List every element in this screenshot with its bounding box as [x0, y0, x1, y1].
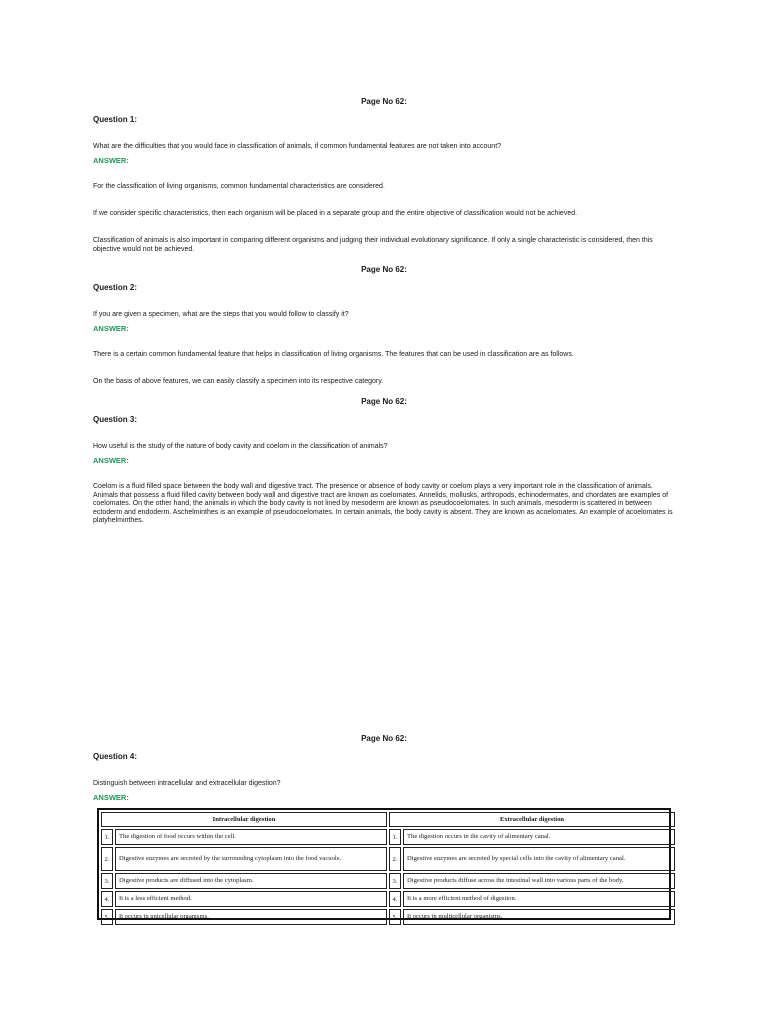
- table-cell: Digestive enzymes are secreted by the surrounding cytoplasm into the food vacuole.: [115, 847, 387, 871]
- answer-label: ANSWER:: [93, 456, 129, 465]
- answer-label: ANSWER:: [93, 324, 129, 333]
- table-header: Extracellular digestion: [389, 812, 675, 827]
- table-row: [101, 873, 675, 889]
- row-number: 2.: [101, 847, 113, 871]
- row-number: 1.: [101, 829, 113, 845]
- answer-label: ANSWER:: [93, 793, 129, 802]
- answer-paragraph: If we consider specific characteristics, then each organism will be placed in a separate group and the entire objective of classification would not be achieved.: [93, 210, 578, 217]
- table-row: [101, 891, 675, 907]
- question-text: What are the difficulties that you would face in classification of animals, if common fundamental features are not taken into account?: [93, 143, 502, 150]
- question-text: If you are given a specimen, what are the steps that you would follow to classify it?: [93, 311, 349, 318]
- row-number: 3.: [389, 873, 401, 889]
- table-cell: The digestion occurs in the cavity of alimentary canal.: [403, 829, 675, 845]
- table-cell: The digestion of food occurs within the cell.: [115, 829, 387, 845]
- table-cell: It is a more efficient method of digestion.: [403, 891, 675, 907]
- question-heading: Question 2:: [93, 283, 138, 292]
- table-cell: It occurs in unicellular organisms.: [115, 909, 387, 925]
- page-number-heading: Page No 62:: [361, 397, 407, 406]
- question-text: Distinguish between intracellular and extracellular digestion?: [93, 780, 281, 787]
- row-number: 1.: [389, 829, 401, 845]
- question-heading: Question 3:: [93, 415, 138, 424]
- digestion-comparison-table: [97, 808, 671, 920]
- table-cell: Digestive products are diffused into the cytoplasm.: [115, 873, 387, 889]
- question-text: How useful is the study of the nature of body cavity and coelom in the classification of animals?: [93, 443, 388, 450]
- table-row: [101, 847, 675, 871]
- row-number: 5.: [101, 909, 113, 925]
- page-number-heading: Page No 62:: [361, 734, 407, 743]
- row-number: 3.: [101, 873, 113, 889]
- answer-label: ANSWER:: [93, 156, 129, 165]
- page-number-heading: Page No 62:: [361, 265, 407, 274]
- question-heading: Question 4:: [93, 752, 138, 761]
- answer-paragraph: Classification of animals is also important in comparing different organisms and judging their individual evolutionary significance. If only a single characteristic is considered, then this objective would not be achieved.: [93, 237, 653, 253]
- table-cell: It is a less efficient method.: [115, 891, 387, 907]
- row-number: 2.: [389, 847, 401, 871]
- answer-paragraph: There is a certain common fundamental feature that helps in classification of living organisms. The features that can be used in classification are as follows.: [93, 351, 574, 358]
- row-number: 5.: [389, 909, 401, 925]
- page-number-heading: Page No 62:: [361, 97, 407, 106]
- question-heading: Question 1:: [93, 115, 138, 124]
- table-row: [101, 909, 675, 925]
- answer-paragraph: For the classification of living organisms, common fundamental characteristics are considered.: [93, 183, 385, 190]
- table-cell: Digestive enzymes are secreted by special cells into the cavity of alimentary canal.: [403, 847, 675, 871]
- table-cell: It occurs in multicellular organisms.: [403, 909, 675, 925]
- answer-paragraph: On the basis of above features, we can easily classify a specimen into its respective category.: [93, 378, 384, 385]
- table-header: Intracellular digestion: [101, 812, 387, 827]
- table-row: [101, 829, 675, 845]
- answer-paragraph: Coelom is a fluid filled space between the body wall and digestive tract. The presence or absence of body cavity or coelom plays a very important role in the classification of animals. Animals that possess a fluid filled cavity between body wall and digestive tract are known as coelomates. Annelids, mollusks, arthropods, echinodermates, and chordates are examples of coelomates. On the other hand, the animals in which the body cavity is not lined by mesoderm are known as pseudocoelomates. In such animals, mesoderm is scattered in between ectoderm and endoderm. Aschelminthes is an example of pseudocoelomates. In certain animals, the body cavity is absent. They are known as acoelomates. An example of acoelomates is platyhelminthes.: [93, 483, 673, 525]
- table-cell: Digestive products diffuse across the intestinal wall into various parts of the body.: [403, 873, 675, 889]
- row-number: 4.: [389, 891, 401, 907]
- row-number: 4.: [101, 891, 113, 907]
